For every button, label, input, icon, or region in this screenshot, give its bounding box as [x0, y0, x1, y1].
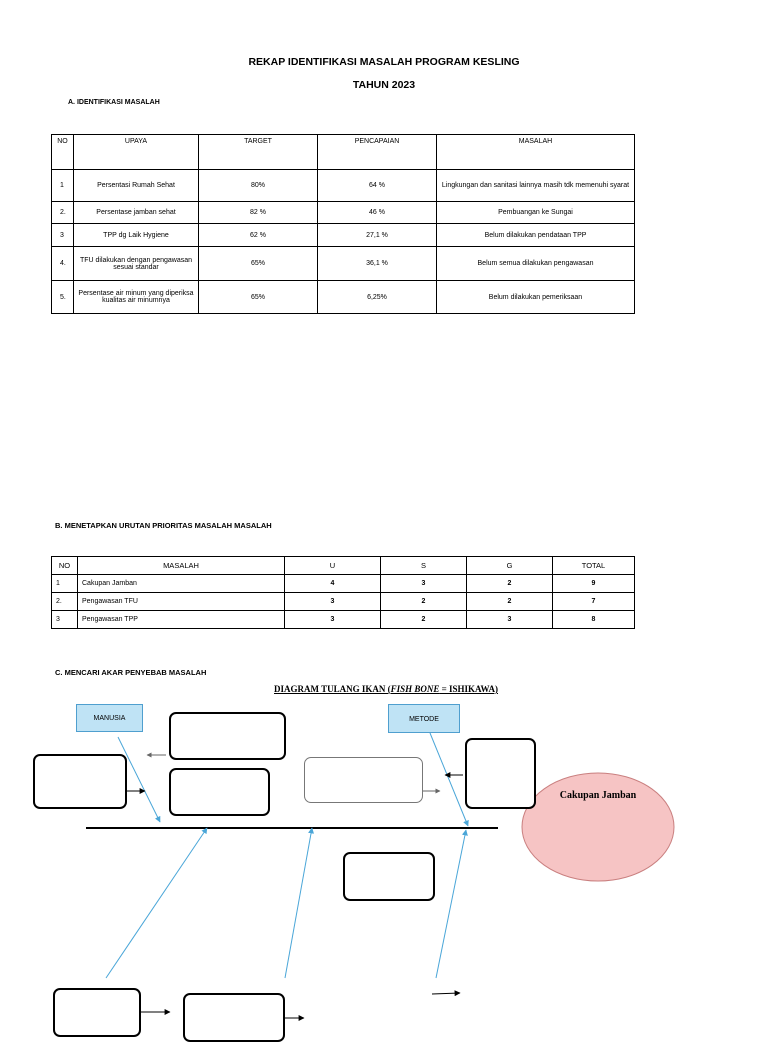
cell-masalah: Pembuangan ke Sungai	[437, 202, 635, 224]
col-no: NO	[52, 135, 74, 170]
arrow-small	[432, 993, 460, 994]
cause-box	[169, 768, 270, 816]
section-a-heading: A. IDENTIFIKASI MASALAH	[68, 99, 160, 106]
col-u: U	[285, 557, 381, 575]
cell-pencapaian: 27,1 %	[318, 224, 437, 247]
bone-lower-3	[436, 830, 466, 978]
diagram-title: DIAGRAM TULANG IKAN (FISH BONE = ISHIKAWA)	[274, 684, 499, 694]
cell-no: 4.	[52, 247, 74, 281]
bone-lower-2	[285, 828, 312, 978]
col-g: G	[467, 557, 553, 575]
cell-masalah: Belum dilakukan pendataan TPP	[437, 224, 635, 247]
cause-box	[53, 988, 141, 1037]
bone-lower-1	[106, 828, 207, 978]
cell-s: 3	[381, 575, 467, 593]
cause-box	[343, 852, 435, 901]
cause-box	[169, 712, 286, 760]
cell-masalah: Belum semua dilakukan pengawasan	[437, 247, 635, 281]
cell-masalah: Pengawasan TFU	[78, 593, 285, 611]
cell-upaya: TPP dg Laik Hygiene	[74, 224, 199, 247]
section-c-heading: C. MENCARI AKAR PENYEBAB MASALAH	[55, 668, 207, 677]
cell-target: 62 %	[199, 224, 318, 247]
cell-s: 2	[381, 611, 467, 629]
category-metode: METODE	[388, 704, 460, 733]
cell-no: 2.	[52, 593, 78, 611]
cause-box	[33, 754, 127, 809]
cell-g: 2	[467, 575, 553, 593]
cause-box	[183, 993, 285, 1042]
cell-no: 3	[52, 611, 78, 629]
cell-u: 4	[285, 575, 381, 593]
cell-masalah: Pengawasan TPP	[78, 611, 285, 629]
category-manusia: MANUSIA	[76, 704, 143, 732]
cell-s: 2	[381, 593, 467, 611]
col-upaya: UPAYA	[74, 135, 199, 170]
col-masalah: MASALAH	[78, 557, 285, 575]
col-pencapaian: PENCAPAIAN	[318, 135, 437, 170]
cell-no: 3	[52, 224, 74, 247]
cell-u: 3	[285, 611, 381, 629]
col-s: S	[381, 557, 467, 575]
cell-target: 80%	[199, 170, 318, 202]
cause-box	[304, 757, 423, 803]
cell-pencapaian: 46 %	[318, 202, 437, 224]
page-title: REKAP IDENTIFIKASI MASALAH PROGRAM KESLING	[248, 56, 520, 68]
cell-g: 3	[467, 611, 553, 629]
cell-no: 2.	[52, 202, 74, 224]
bone-metode	[430, 733, 468, 826]
cell-target: 82 %	[199, 202, 318, 224]
col-total: TOTAL	[553, 557, 635, 575]
col-target: TARGET	[199, 135, 318, 170]
cell-pencapaian: 64 %	[318, 170, 437, 202]
cell-g: 2	[467, 593, 553, 611]
cell-u: 3	[285, 593, 381, 611]
cell-total: 8	[553, 611, 635, 629]
cell-pencapaian: 6,25%	[318, 281, 437, 314]
cell-total: 7	[553, 593, 635, 611]
cell-upaya: Persentasi Rumah Sehat	[74, 170, 199, 202]
effect-label: Cakupan Jamban	[559, 790, 637, 801]
page-year: TAHUN 2023	[352, 79, 416, 91]
cell-total: 9	[553, 575, 635, 593]
cell-no: 1	[52, 170, 74, 202]
section-b-heading: B. MENETAPKAN URUTAN PRIORITAS MASALAH MASALAH	[55, 521, 272, 530]
cell-masalah: Cakupan Jamban	[78, 575, 285, 593]
cell-masalah: Lingkungan dan sanitasi lainnya masih tdk memenuhi syarat	[437, 170, 635, 202]
cell-no: 5.	[52, 281, 74, 314]
cell-no: 1	[52, 575, 78, 593]
cell-pencapaian: 36,1 %	[318, 247, 437, 281]
cell-upaya: TFU dilakukan dengan pengawasan sesuai standar	[74, 247, 199, 281]
cell-upaya: Persentase air minum yang diperiksa kualitas air minumnya	[74, 281, 199, 314]
cell-target: 65%	[199, 247, 318, 281]
cell-masalah: Belum dilakukan pemeriksaan	[437, 281, 635, 314]
col-no: NO	[52, 557, 78, 575]
cell-target: 65%	[199, 281, 318, 314]
cell-upaya: Persentase jamban sehat	[74, 202, 199, 224]
col-masalah: MASALAH	[437, 135, 635, 170]
